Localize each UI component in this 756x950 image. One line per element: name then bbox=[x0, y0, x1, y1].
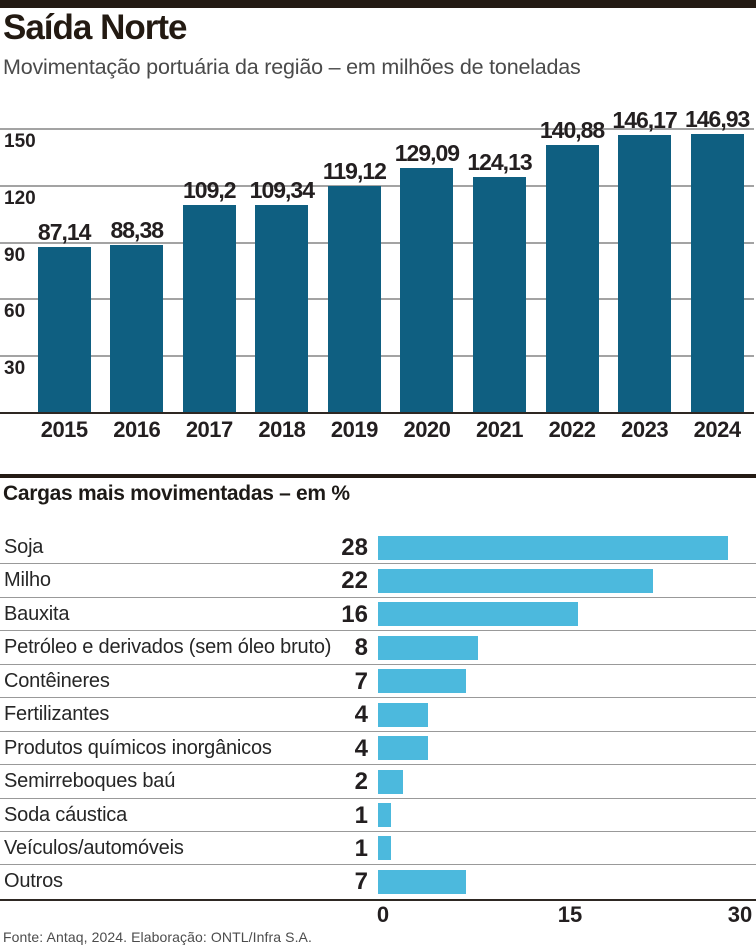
value-label-2017: 109,2 bbox=[183, 177, 236, 204]
cargo-value-semirreboques-bau: 2 bbox=[354, 768, 368, 796]
hbar-bauxita bbox=[378, 602, 578, 626]
value-label-2022: 140,88 bbox=[539, 117, 605, 144]
x-tick-label-30: 30 bbox=[727, 902, 753, 927]
hbar-outros bbox=[378, 870, 466, 894]
cargo-row-soja bbox=[0, 531, 756, 564]
cargo-row-soda-caustica bbox=[0, 799, 756, 832]
cargo-row-outros bbox=[0, 865, 756, 898]
bar-2024 bbox=[691, 134, 744, 412]
cargo-value-petroleo-e-derivados-sem-oleo-bruto: 8 bbox=[354, 634, 368, 662]
cargo-value-soda-caustica: 1 bbox=[354, 801, 368, 829]
value-label-2020: 129,09 bbox=[394, 139, 460, 166]
source-note: Fonte: Antaq, 2024. Elaboração: ONTL/Infra S.A. bbox=[3, 929, 312, 945]
hbar-soda-caustica bbox=[378, 803, 391, 827]
hbar-conteineres bbox=[378, 669, 466, 693]
cargo-label-semirreboques-bau: Semirreboques baú bbox=[4, 770, 176, 793]
bar-2021 bbox=[473, 177, 526, 412]
cargo-row-veiculos-automoveis bbox=[0, 832, 756, 865]
hbar-produtos-quimicos-inorganicos bbox=[378, 736, 428, 760]
bar-2022 bbox=[546, 145, 599, 412]
x-tick-label-2020: 2020 bbox=[403, 417, 451, 442]
value-label-2019: 119,12 bbox=[322, 158, 386, 185]
cargo-row-produtos-quimicos-inorganicos bbox=[0, 732, 756, 765]
hbar-semirreboques-bau bbox=[378, 770, 403, 794]
cargo-row-fertilizantes bbox=[0, 698, 756, 731]
hbar-milho bbox=[378, 569, 653, 593]
hbar-petroleo-e-derivados-sem-oleo-bruto bbox=[378, 636, 478, 660]
cargo-label-petroleo-e-derivados-sem-oleo-bruto: Petróleo e derivados (sem óleo bruto) bbox=[4, 636, 332, 659]
cargo-label-veiculos-automoveis: Veículos/automóveis bbox=[4, 836, 184, 859]
cargo-value-milho: 22 bbox=[341, 567, 368, 595]
bar-2020 bbox=[400, 168, 453, 412]
cargo-section-title: Cargas mais movimentadas – em % bbox=[3, 482, 350, 505]
cargo-label-soda-caustica: Soda cáustica bbox=[4, 803, 128, 826]
hbar-fertilizantes bbox=[378, 703, 428, 727]
value-label-2016: 88,38 bbox=[110, 216, 164, 243]
cargo-row-petroleo-e-derivados-sem-oleo-bruto bbox=[0, 631, 756, 664]
cargo-label-bauxita: Bauxita bbox=[4, 602, 70, 625]
hbar-veiculos-automoveis bbox=[378, 836, 391, 860]
cargo-label-outros: Outros bbox=[4, 870, 63, 893]
cargo-row-bauxita bbox=[0, 598, 756, 631]
bar-2015 bbox=[38, 247, 91, 412]
value-label-2021: 124,13 bbox=[467, 148, 532, 175]
x-tick-label-2015: 2015 bbox=[40, 417, 88, 442]
cargo-value-veiculos-automoveis: 1 bbox=[354, 834, 368, 862]
x-tick-label-15: 15 bbox=[557, 902, 583, 927]
value-label-2023: 146,17 bbox=[612, 107, 677, 134]
x-tick-label-0: 0 bbox=[376, 902, 390, 927]
cargo-value-conteineres: 7 bbox=[354, 667, 368, 695]
cargo-label-fertilizantes: Fertilizantes bbox=[4, 703, 110, 726]
x-tick-label-2018: 2018 bbox=[258, 417, 306, 442]
cargo-value-fertilizantes: 4 bbox=[354, 701, 368, 729]
cargo-label-soja: Soja bbox=[4, 536, 44, 558]
y-tick-label-60: 60 bbox=[4, 301, 26, 323]
top-rule bbox=[0, 0, 756, 8]
y-tick-label-30: 30 bbox=[4, 358, 26, 380]
cargo-value-bauxita: 16 bbox=[341, 600, 368, 628]
bar-2018 bbox=[255, 205, 308, 412]
port-movement-bar-chart bbox=[0, 100, 756, 442]
cargo-label-produtos-quimicos-inorganicos: Produtos químicos inorgânicos bbox=[4, 736, 272, 759]
cargo-value-soja: 28 bbox=[341, 534, 368, 561]
bar-2017 bbox=[183, 205, 236, 412]
section-divider-rule bbox=[0, 474, 756, 478]
bar-2016 bbox=[110, 245, 163, 412]
cargo-label-conteineres: Contêineres bbox=[4, 669, 110, 692]
x-tick-label-2019: 2019 bbox=[330, 417, 378, 442]
cargo-value-outros: 7 bbox=[354, 868, 368, 896]
value-label-2024: 146,93 bbox=[684, 105, 750, 132]
x-tick-label-2016: 2016 bbox=[113, 417, 161, 442]
x-tick-label-2017: 2017 bbox=[185, 417, 233, 442]
x-axis-line bbox=[0, 412, 754, 414]
page-title: Saída Norte bbox=[3, 8, 187, 47]
hbar-soja bbox=[378, 536, 728, 560]
x-tick-label-2022: 2022 bbox=[548, 417, 596, 442]
value-label-2015: 87,14 bbox=[37, 219, 91, 245]
value-label-2018: 109,34 bbox=[249, 176, 315, 203]
y-tick-label-150: 150 bbox=[4, 131, 36, 152]
x-tick-label-2023: 2023 bbox=[621, 417, 669, 442]
cargo-share-bar-chart bbox=[0, 531, 756, 901]
cargo-value-produtos-quimicos-inorganicos: 4 bbox=[354, 734, 368, 762]
page-subtitle: Movimentação portuária da região – em milhões de toneladas bbox=[3, 55, 581, 79]
cargo-share-x-axis bbox=[0, 902, 756, 926]
bar-2023 bbox=[618, 135, 671, 412]
cargo-row-conteineres bbox=[0, 665, 756, 698]
x-tick-label-2024: 2024 bbox=[693, 417, 741, 442]
x-tick-label-2021: 2021 bbox=[476, 417, 523, 442]
y-tick-label-90: 90 bbox=[4, 244, 26, 266]
cargo-label-milho: Milho bbox=[4, 569, 51, 592]
bar-2019 bbox=[328, 186, 381, 412]
y-tick-label-120: 120 bbox=[4, 187, 36, 209]
cargo-row-milho bbox=[0, 564, 756, 597]
cargo-row-semirreboques-bau bbox=[0, 765, 756, 798]
